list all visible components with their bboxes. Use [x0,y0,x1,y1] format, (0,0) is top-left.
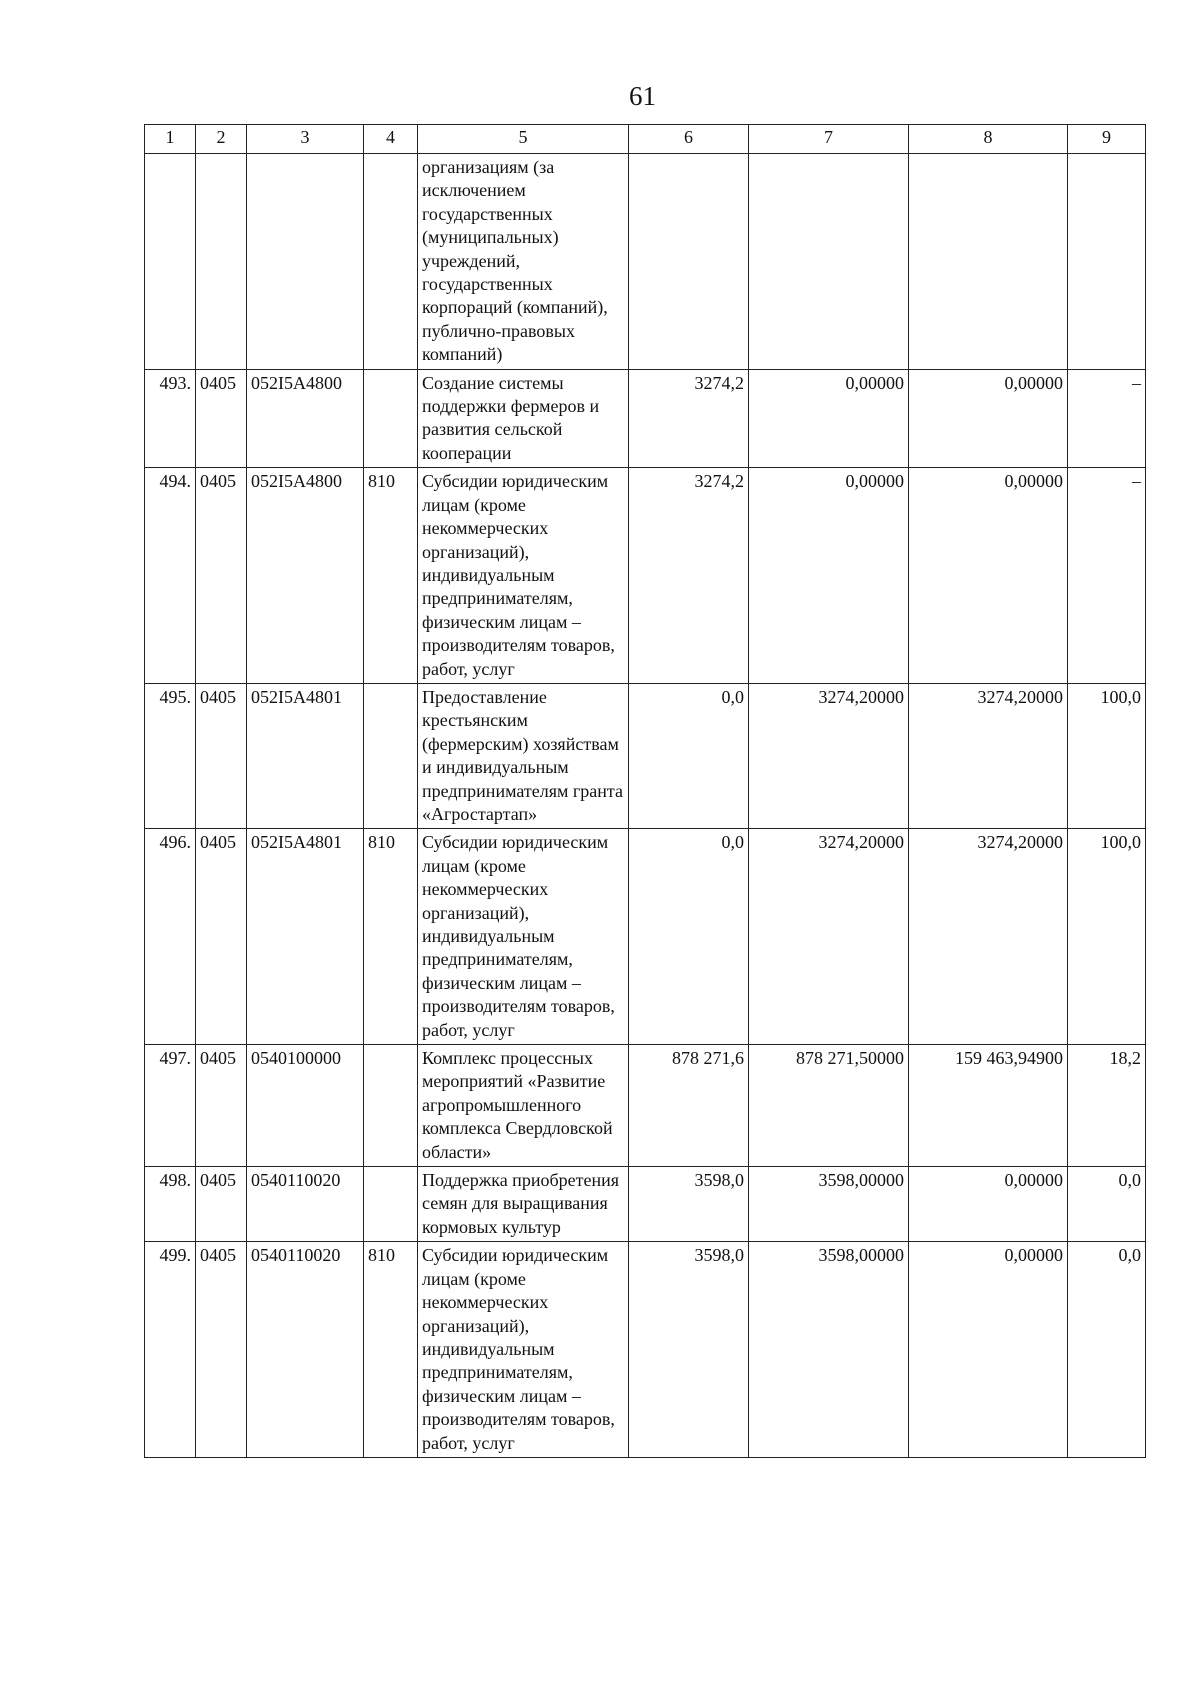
value-col7-cell: 3598,00000 [749,1167,909,1242]
value-col6-cell: 3598,0 [629,1242,749,1458]
budget-table [144,124,1146,1458]
section-code-cell [196,154,247,370]
target-code-cell: 052I5A4800 [247,468,364,684]
value-col8-cell: 3274,20000 [909,829,1068,1045]
expense-type-cell [364,683,418,828]
expense-type-cell: 810 [364,468,418,684]
target-code-cell: 0540100000 [247,1045,364,1167]
header-cell: 4 [364,125,418,154]
section-code-cell: 0405 [196,468,247,684]
value-col8-cell: 159 463,94900 [909,1045,1068,1167]
row-number-cell: 499. [145,1242,196,1458]
header-cell: 6 [629,125,749,154]
item-name-cell: Создание системы поддержки фермеров и развития сельской кооперации [418,369,629,468]
header-cell: 9 [1068,125,1146,154]
expense-type-cell [364,1045,418,1167]
expense-type-cell: 810 [364,829,418,1045]
header-cell: 7 [749,125,909,154]
section-code-cell: 0405 [196,369,247,468]
item-name-cell: Субсидии юридическим лицам (кроме некоммерческих организаций), индивидуальным предпринимателям, физическим лицам – производителям товаров, работ, услуг [418,468,629,684]
header-cell: 5 [418,125,629,154]
row-number-cell: 496. [145,829,196,1045]
table-row [145,1242,1146,1458]
item-name-cell: Поддержка приобретения семян для выращивания кормовых культур [418,1167,629,1242]
item-name-cell: Предоставление крестьянским (фермерским) хозяйствам и индивидуальным предпринимателям гранта «Агростартап» [418,683,629,828]
row-number-cell: 497. [145,1045,196,1167]
value-col8-cell: 0,00000 [909,369,1068,468]
value-col7-cell: 878 271,50000 [749,1045,909,1167]
row-number-cell: 494. [145,468,196,684]
value-col6-cell: 0,0 [629,683,749,828]
value-col7-cell: 0,00000 [749,369,909,468]
value-col7-cell: 0,00000 [749,468,909,684]
value-col6-cell: 878 271,6 [629,1045,749,1167]
target-code-cell: 0540110020 [247,1167,364,1242]
value-col9-cell: – [1068,369,1146,468]
value-col6-cell: 3274,2 [629,468,749,684]
header-cell: 2 [196,125,247,154]
expense-type-cell [364,154,418,370]
header-cell: 1 [145,125,196,154]
item-name-cell: Субсидии юридическим лицам (кроме некоммерческих организаций), индивидуальным предпринимателям, физическим лицам – производителям товаров, работ, услуг [418,1242,629,1458]
value-col9-cell [1068,154,1146,370]
table-row [145,468,1146,684]
section-code-cell: 0405 [196,1167,247,1242]
row-number-cell: 498. [145,1167,196,1242]
value-col6-cell [629,154,749,370]
value-col8-cell: 0,00000 [909,468,1068,684]
value-col7-cell: 3274,20000 [749,829,909,1045]
expense-type-cell [364,369,418,468]
table-row [145,369,1146,468]
table-row [145,154,1146,370]
expense-type-cell [364,1167,418,1242]
expense-type-cell: 810 [364,1242,418,1458]
item-name-cell: организациям (за исключением государственных (муниципальных) учреждений, государственных корпораций (компаний), публично-правовых компаний) [418,154,629,370]
value-col8-cell: 3274,20000 [909,683,1068,828]
table-row [145,829,1146,1045]
table-row [145,683,1146,828]
table-row [145,1167,1146,1242]
header-cell: 8 [909,125,1068,154]
section-code-cell: 0405 [196,829,247,1045]
value-col9-cell: 0,0 [1068,1242,1146,1458]
value-col8-cell: 0,00000 [909,1167,1068,1242]
item-name-cell: Комплекс процессных мероприятий «Развитие агропромышленного комплекса Свердловской области» [418,1045,629,1167]
value-col7-cell: 3598,00000 [749,1242,909,1458]
value-col9-cell: – [1068,468,1146,684]
item-name-cell: Субсидии юридическим лицам (кроме некоммерческих организаций), индивидуальным предпринимателям, физическим лицам – производителям товаров, работ, услуг [418,829,629,1045]
value-col6-cell: 3598,0 [629,1167,749,1242]
value-col9-cell: 100,0 [1068,829,1146,1045]
target-code-cell: 052I5A4801 [247,829,364,1045]
target-code-cell: 0540110020 [247,1242,364,1458]
section-code-cell: 0405 [196,683,247,828]
target-code-cell [247,154,364,370]
section-code-cell: 0405 [196,1242,247,1458]
value-col6-cell: 0,0 [629,829,749,1045]
row-number-cell: 495. [145,683,196,828]
section-code-cell: 0405 [196,1045,247,1167]
page-number: 61 [629,81,656,111]
header-cell: 3 [247,125,364,154]
value-col7-cell [749,154,909,370]
value-col7-cell: 3274,20000 [749,683,909,828]
table-row [145,1045,1146,1167]
value-col9-cell: 100,0 [1068,683,1146,828]
header-row [145,125,1146,154]
value-col8-cell [909,154,1068,370]
value-col6-cell: 3274,2 [629,369,749,468]
row-number-cell [145,154,196,370]
value-col9-cell: 18,2 [1068,1045,1146,1167]
row-number-cell: 493. [145,369,196,468]
value-col8-cell: 0,00000 [909,1242,1068,1458]
target-code-cell: 052I5A4800 [247,369,364,468]
value-col9-cell: 0,0 [1068,1167,1146,1242]
target-code-cell: 052I5A4801 [247,683,364,828]
